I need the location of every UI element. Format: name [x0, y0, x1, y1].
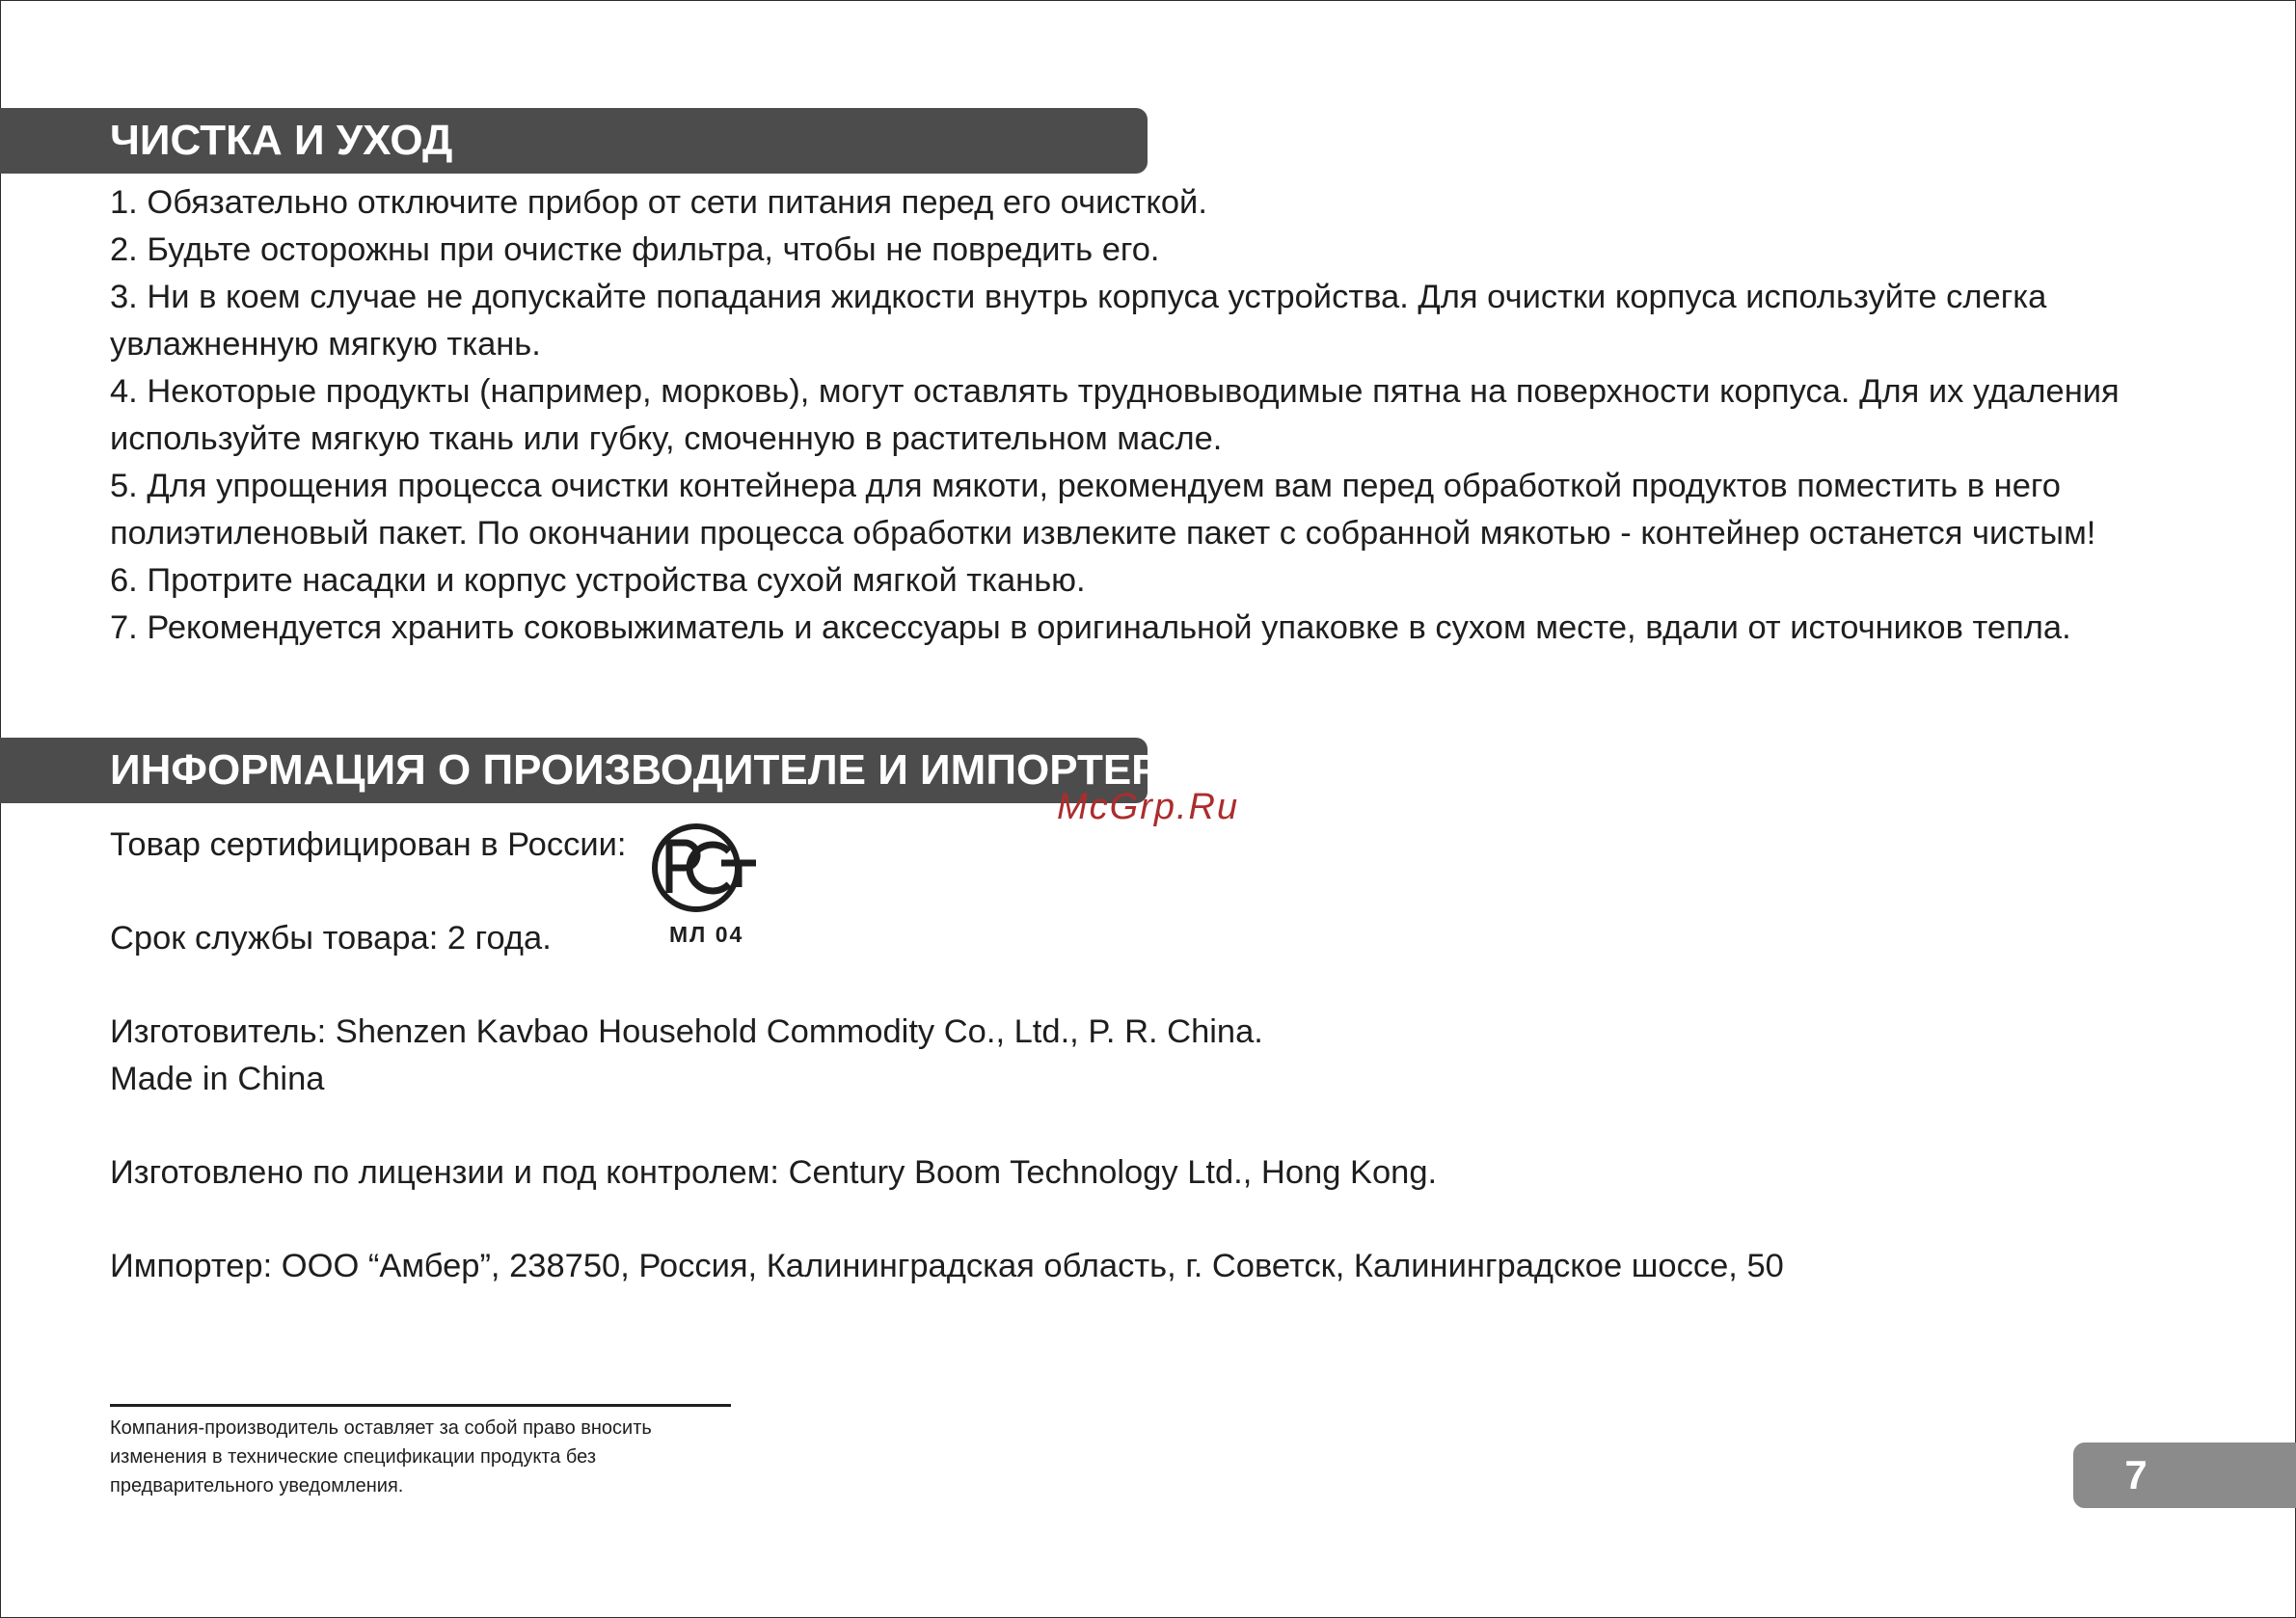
list-item: 5. Для упрощения процесса очистки контейнера для мякоти, рекомендуем вам перед обработкой продуктов поместить в него полиэтиленовый пакет. По окончании процесса обработки извлеките пакет с собранной мякотью - контейнер останется чистым!	[110, 468, 2096, 552]
gost-certification-icon	[648, 820, 766, 916]
page-number: 7	[2124, 1452, 2147, 1497]
service-life-text: Срок службы товара: 2 года.	[110, 920, 552, 957]
footnote-divider	[110, 1404, 731, 1407]
footnote-line: Компания-производитель оставляет за собой право вносить	[110, 1417, 652, 1439]
footnote	[110, 1414, 746, 1500]
section-title-manufacturer: ИНФОРМАЦИЯ О ПРОИЗВОДИТЕЛЕ И ИМПОРТЕРЕ	[110, 746, 1188, 794]
page-number-tab	[2073, 1443, 2296, 1508]
manufacturer-text: Изготовитель: Shenzen Kavbao Household Commodity Co., Ltd., P. R. China.	[110, 1013, 1263, 1050]
importer-text: Импортер: ООО “Амбер”, 238750, Россия, Калининградская область, г. Советск, Калининградское шоссе, 50	[110, 1248, 1784, 1284]
footnote-line: предварительного уведомления.	[110, 1475, 404, 1497]
watermark: McGrp.Ru	[1057, 787, 1240, 827]
certification-code: МЛ 04	[669, 922, 744, 947]
list-item: 2. Будьте осторожны при очистке фильтра, чтобы не повредить его.	[110, 231, 1160, 268]
footnote-line: изменения в технические спецификации продукта без	[110, 1446, 597, 1468]
list-item: 7. Рекомендуется хранить соковыжиматель и аксессуары в оригинальной упаковке в сухом месте, вдали от источников тепла.	[110, 609, 2071, 646]
certification-text: Товар сертифицирован в России:	[110, 826, 627, 863]
section-header-cleaning	[0, 108, 1148, 174]
made-in-text: Made in China	[110, 1061, 325, 1097]
list-item: 3. Ни в коем случае не допускайте попадания жидкости внутрь корпуса устройства. Для очистки корпуса используйте слегка увлажненную мягкую ткань.	[110, 279, 2047, 363]
license-text: Изготовлено по лицензии и под контролем: Century Boom Technology Ltd., Hong Kong.	[110, 1154, 1438, 1191]
section-title-cleaning: ЧИСТКА И УХОД	[110, 117, 453, 164]
list-item: 1. Обязательно отключите прибор от сети питания перед его очисткой.	[110, 184, 1207, 221]
list-item: 4. Некоторые продукты (например, морковь), могут оставлять трудновыводимые пятна на поверхности корпуса. Для их удаления используйте мягкую ткань или губку, смоченную в растительном масле.	[110, 373, 2120, 457]
cleaning-instructions-list	[110, 179, 2202, 652]
list-item: 6. Протрите насадки и корпус устройства сухой мягкой тканью.	[110, 562, 1086, 599]
section-header-manufacturer	[0, 738, 1188, 803]
